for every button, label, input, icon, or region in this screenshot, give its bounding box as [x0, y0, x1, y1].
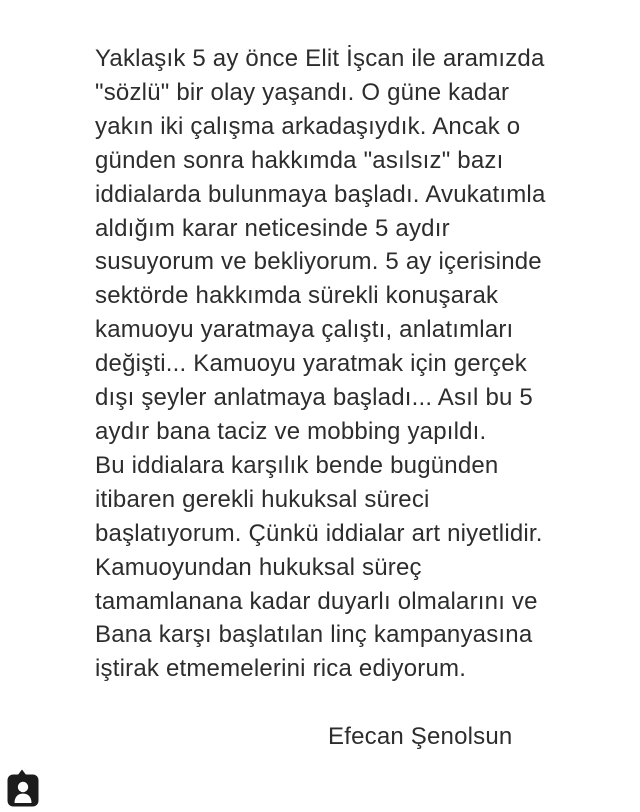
person-tag-icon-graphic [7, 768, 39, 808]
statement-line: günden sonra hakkımda "asılsız" bazı [95, 146, 504, 174]
statement-line: susuyorum ve bekliyorum. 5 ay içerisinde [95, 248, 542, 276]
statement-line: itibaren gerekli hukuksal süreci [95, 485, 430, 513]
statement-line: dışı şeyler anlatmaya başladı... Asıl bu 5 [95, 384, 533, 412]
statement-line: kamuoyu yaratmaya çalıştı, anlatımları [95, 316, 514, 344]
statement-line: Kamuoyundan hukuksal süreç [95, 553, 422, 581]
tagged-people-icon[interactable] [7, 768, 39, 808]
statement-line: Bu iddialara karşılık bende bugünden [95, 451, 499, 479]
statement-line: değişti... Kamuoyu yaratmak için gerçek [95, 350, 527, 378]
statement-line: Yaklaşık 5 ay önce Elit İşcan ile aramızda [95, 45, 545, 72]
statement-line: iştirak etmemelerini rica ediyorum. [95, 655, 467, 683]
statement-line: tamamlanana kadar duyarlı olmalarını ve [95, 587, 538, 615]
statement-line: aydır bana taciz ve mobbing yapıldı. [95, 417, 487, 445]
statement-line: sektörde hakkımda sürekli konuşarak [95, 282, 499, 310]
statement-line: aldığım karar neticesinde 5 aydır [95, 214, 450, 242]
statement-line: "sözlü" bir olay yaşandı. O güne kadar [95, 78, 510, 106]
signature: Efecan Şenolsun [328, 723, 513, 751]
statement-line: yakın iki çalışma arkadaşıydık. Ancak o [95, 112, 521, 140]
statement-line: iddialarda bulunmaya başladı. Avukatımla [95, 180, 546, 208]
statement-line: başlatıyorum. Çünkü iddialar art niyetlidir. [95, 519, 543, 547]
statement-text [95, 42, 595, 754]
person-head-shape [18, 782, 28, 792]
statement-line: Bana karşı başlatılan linç kampanyasına [95, 621, 533, 649]
